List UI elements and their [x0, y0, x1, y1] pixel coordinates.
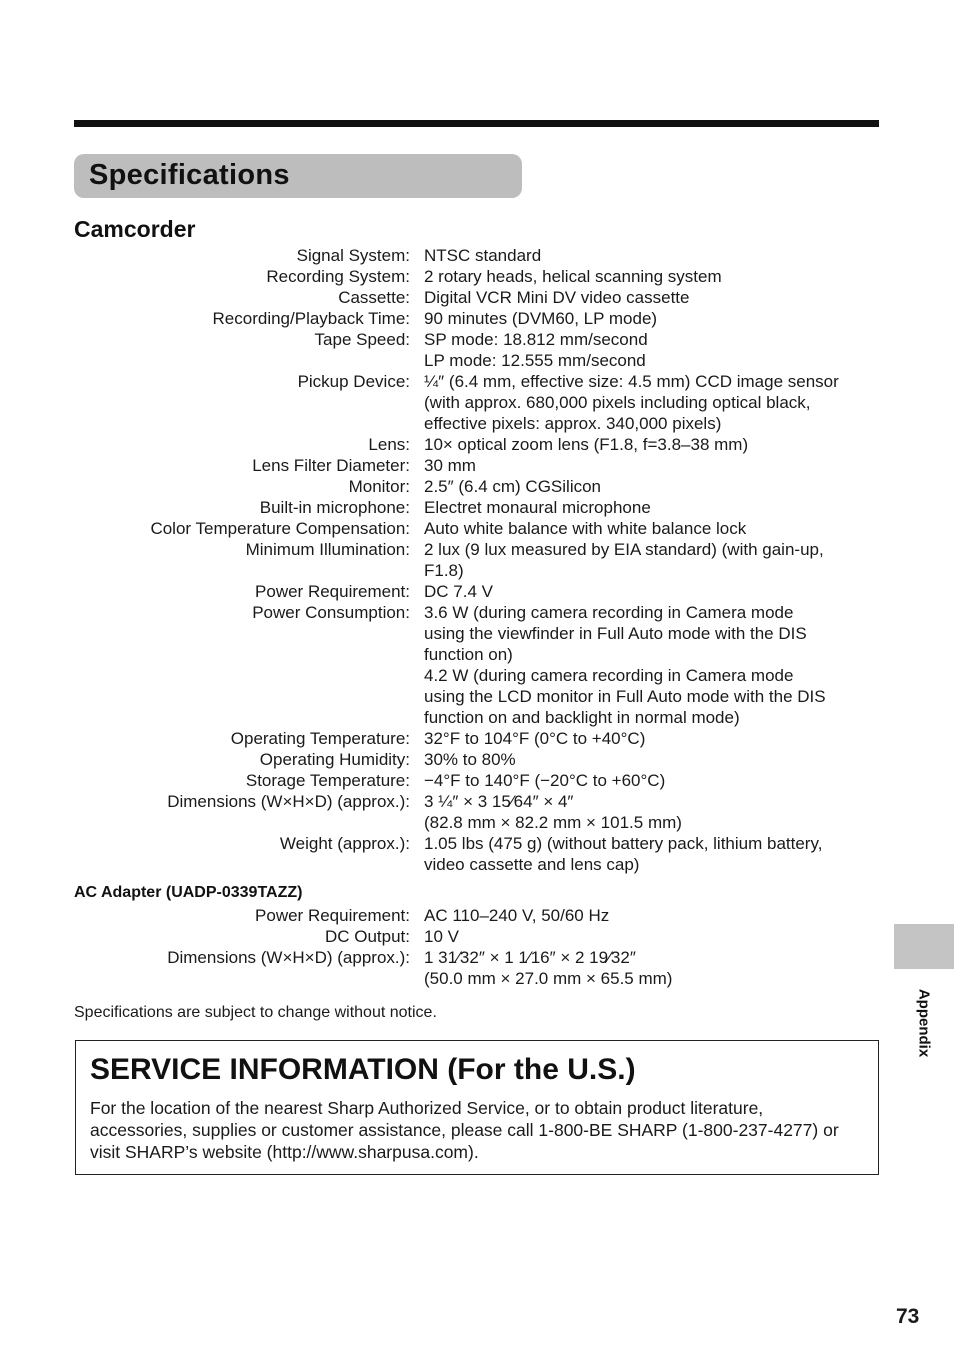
spec-row [74, 602, 879, 728]
spec-value-line: 4.2 W (during camera recording in Camera mode [424, 666, 794, 685]
spec-value [424, 728, 879, 749]
page-title: Specifications [89, 159, 290, 191]
spec-row [74, 329, 879, 371]
appendix-side-label: Appendix [915, 988, 933, 1058]
spec-value-line: (50.0 mm × 27.0 mm × 65.5 mm) [424, 969, 673, 988]
spec-row [74, 266, 879, 287]
spec-value [424, 791, 879, 833]
spec-value [424, 245, 879, 266]
spec-row [74, 539, 879, 581]
spec-label: Tape Speed: [314, 330, 410, 349]
spec-label: Cassette: [338, 288, 410, 307]
spec-value [424, 770, 879, 791]
spec-value-line: −4°F to 140°F (−20°C to +60°C) [424, 771, 666, 790]
spec-row [74, 434, 879, 455]
spec-value-line: 32°F to 104°F (0°C to +40°C) [424, 729, 646, 748]
spec-row [74, 791, 879, 833]
spec-row [74, 476, 879, 497]
spec-label: Weight (approx.): [279, 834, 410, 853]
spec-row [74, 833, 879, 875]
spec-value [424, 497, 879, 518]
spec-label: Built-in microphone: [259, 498, 410, 517]
spec-value-line: DC 7.4 V [424, 582, 493, 601]
camcorder-heading: Camcorder [74, 216, 196, 242]
spec-label: Power Requirement: [255, 582, 410, 601]
spec-value-line: (82.8 mm × 82.2 mm × 101.5 mm) [424, 813, 682, 832]
spec-value [424, 476, 879, 497]
spec-label: Recording/Playback Time: [212, 309, 410, 328]
specifications-note: Specifications are subject to change without notice. [74, 1004, 437, 1021]
spec-value-line: 30% to 80% [424, 750, 516, 769]
spec-label: Recording System: [266, 267, 410, 286]
spec-value-line: effective pixels: approx. 340,000 pixels) [424, 414, 722, 433]
spec-value-line: function on) [424, 645, 513, 664]
spec-value [424, 434, 879, 455]
service-information-box [75, 1040, 879, 1175]
spec-value [424, 905, 879, 926]
page-number: 73 [896, 1305, 920, 1328]
spec-value [424, 833, 879, 875]
spec-value-line: 1.05 lbs (475 g) (without battery pack, lithium battery, [424, 834, 823, 853]
spec-value-line: using the LCD monitor in Full Auto mode with the DIS [424, 687, 826, 706]
spec-value-line: 10 V [424, 927, 459, 946]
spec-label: DC Output: [324, 927, 410, 946]
spec-value-line: (with approx. 680,000 pixels including optical black, [424, 393, 811, 412]
spec-value-line: AC 110–240 V, 50/60 Hz [424, 906, 610, 925]
spec-row [74, 518, 879, 539]
spec-value-line: 3.6 W (during camera recording in Camera mode [424, 603, 794, 622]
spec-value [424, 371, 879, 434]
spec-value [424, 329, 879, 371]
spec-row [74, 245, 879, 266]
spec-row [74, 770, 879, 791]
spec-label: Monitor: [348, 477, 410, 496]
spec-value [424, 287, 879, 308]
spec-value-line: Auto white balance with white balance lock [424, 519, 747, 538]
spec-value-line: LP mode: 12.555 mm/second [424, 351, 646, 370]
spec-value [424, 455, 879, 476]
spec-value [424, 749, 879, 770]
spec-row [74, 749, 879, 770]
spec-row [74, 287, 879, 308]
spec-value-line: 30 mm [424, 456, 476, 475]
spec-value [424, 947, 879, 989]
spec-value [424, 308, 879, 329]
spec-label: Lens: [368, 435, 410, 454]
spec-value-line: 2 lux (9 lux measured by EIA standard) (with gain-up, [424, 540, 824, 559]
spec-label: Power Consumption: [252, 603, 410, 622]
spec-value-line: 10× optical zoom lens (F1.8, f=3.8–38 mm) [424, 435, 749, 454]
spec-label: Lens Filter Diameter: [252, 456, 410, 475]
spec-value-line: using the viewfinder in Full Auto mode with the DIS [424, 624, 807, 643]
spec-label: Operating Humidity: [259, 750, 410, 769]
spec-value-line: NTSC standard [424, 246, 542, 265]
appendix-tab-marker [894, 924, 954, 969]
service-text: For the location of the nearest Sharp Authorized Service, or to obtain product literature, accessories, supplies or customer assistance, please call 1-800-BE SHARP (1-800-237-4277) or visit SHARP’s website (http://www.sharpusa.com). [90, 1098, 839, 1162]
spec-value-line: 2.5″ (6.4 cm) CGSilicon [424, 477, 602, 496]
spec-value-line: 1 31⁄32″ × 1 1⁄16″ × 2 19⁄32″ [424, 948, 636, 967]
spec-label: Signal System: [296, 246, 410, 265]
service-title: SERVICE INFORMATION (For the U.S.) [90, 1053, 636, 1086]
spec-value-line: 2 rotary heads, helical scanning system [424, 267, 722, 286]
spec-row [74, 926, 879, 947]
spec-value-line: video cassette and lens cap) [424, 855, 640, 874]
ac-adapter-heading: AC Adapter (UADP-0339TAZZ) [74, 884, 303, 901]
spec-value-line: ¼″ (6.4 mm, effective size: 4.5 mm) CCD image sensor [424, 372, 839, 391]
spec-value-line: Digital VCR Mini DV video cassette [424, 288, 690, 307]
spec-value [424, 266, 879, 287]
spec-label: Operating Temperature: [230, 729, 410, 748]
spec-value-line: F1.8) [424, 561, 464, 580]
spec-row [74, 905, 879, 926]
spec-row [74, 947, 879, 989]
spec-label: Minimum Illumination: [245, 540, 410, 559]
spec-label: Dimensions (W×H×D) (approx.): [167, 792, 410, 811]
spec-value-line: SP mode: 18.812 mm/second [424, 330, 648, 349]
spec-row [74, 455, 879, 476]
spec-label: Pickup Device: [297, 372, 410, 391]
spec-row [74, 497, 879, 518]
ac-adapter-spec-table [74, 905, 879, 989]
spec-value [424, 539, 879, 581]
spec-value-line: 90 minutes (DVM60, LP mode) [424, 309, 658, 328]
spec-row [74, 581, 879, 602]
spec-row [74, 308, 879, 329]
spec-value [424, 926, 879, 947]
spec-label: Dimensions (W×H×D) (approx.): [167, 948, 410, 967]
camcorder-spec-table [74, 245, 879, 875]
spec-value [424, 518, 879, 539]
spec-row [74, 728, 879, 749]
spec-value [424, 602, 879, 728]
spec-row [74, 371, 879, 434]
spec-value-line: function on and backlight in normal mode) [424, 708, 740, 727]
spec-label: Color Temperature Compensation: [150, 519, 410, 538]
spec-value-line: 3 ¼″ × 3 15⁄64″ × 4″ [424, 792, 574, 811]
spec-value-line: Electret monaural microphone [424, 498, 651, 517]
spec-value [424, 581, 879, 602]
spec-label: Power Requirement: [255, 906, 410, 925]
spec-label: Storage Temperature: [245, 771, 410, 790]
specifications-banner [74, 154, 522, 198]
top-rule [74, 120, 879, 127]
